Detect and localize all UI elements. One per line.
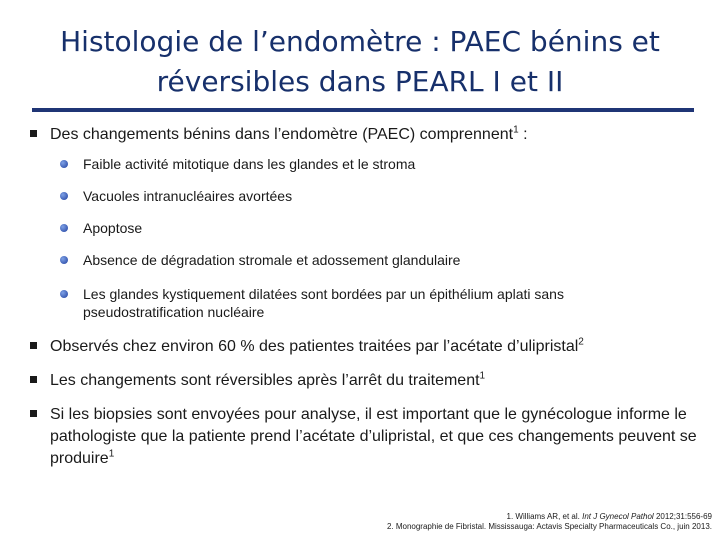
sub-bullet <box>60 219 680 237</box>
bullet-text: Des changements bénins dans l’endomètre (PAEC) comprennent$^1$ : <box>50 124 528 143</box>
round-bullet-icon <box>60 192 68 200</box>
sub-bullet <box>60 251 680 269</box>
main-bullet <box>30 404 700 470</box>
sub-bullet <box>60 187 680 205</box>
main-bullet <box>30 124 700 146</box>
sub-bullet <box>60 285 660 321</box>
main-bullet <box>30 370 700 392</box>
round-bullet-icon <box>60 256 68 264</box>
reference-1: 1. Williams AR, et al. Int J Gynecol Pathol 2012;31:556-69 <box>506 512 712 521</box>
main-bullet <box>30 336 700 358</box>
square-bullet-icon <box>30 130 37 137</box>
sub-bullet-text: Absence de dégradation stromale et adossement glandulaire <box>83 252 461 268</box>
square-bullet-icon <box>30 342 37 349</box>
bullet-text: Si les biopsies sont envoyées pour analyse, il est important que le gynécologue informe le pathologiste que la patiente prend l’acétate d’ulipristal, et que ces changements peuvent se produire$^1$ <box>50 406 697 467</box>
bullet-text: Observés chez environ 60 % des patientes traitées par l’acétate d’ulipristal$^2$ <box>50 336 584 355</box>
bullet-text: Les changements sont réversibles après l’arrêt du traitement$^1$ <box>50 370 486 389</box>
sub-bullet-text: Vacuoles intranucléaires avortées <box>83 188 293 204</box>
sub-bullet <box>60 155 680 173</box>
references <box>387 512 712 532</box>
title-divider <box>32 108 694 112</box>
reference-2: 2. Monographie de Fibristal. Mississauga: Actavis Specialty Pharmaceuticals Co., juin 2013. <box>386 522 712 531</box>
round-bullet-icon <box>60 224 68 232</box>
sub-bullet-text: Apoptose <box>83 220 143 236</box>
round-bullet-icon <box>60 290 68 298</box>
round-bullet-icon <box>60 160 68 168</box>
slide-title: Histologie de l’endomètre : PAEC bénins et réversibles dans PEARL I et II <box>60 25 660 98</box>
square-bullet-icon <box>30 410 37 417</box>
square-bullet-icon <box>30 376 37 383</box>
sub-bullet-text: Faible activité mitotique dans les glandes et le stroma <box>83 156 416 172</box>
sub-bullet-text: Les glandes kystiquement dilatées sont bordées par un épithélium aplati sans pseudostratification nucléaire <box>83 286 564 320</box>
